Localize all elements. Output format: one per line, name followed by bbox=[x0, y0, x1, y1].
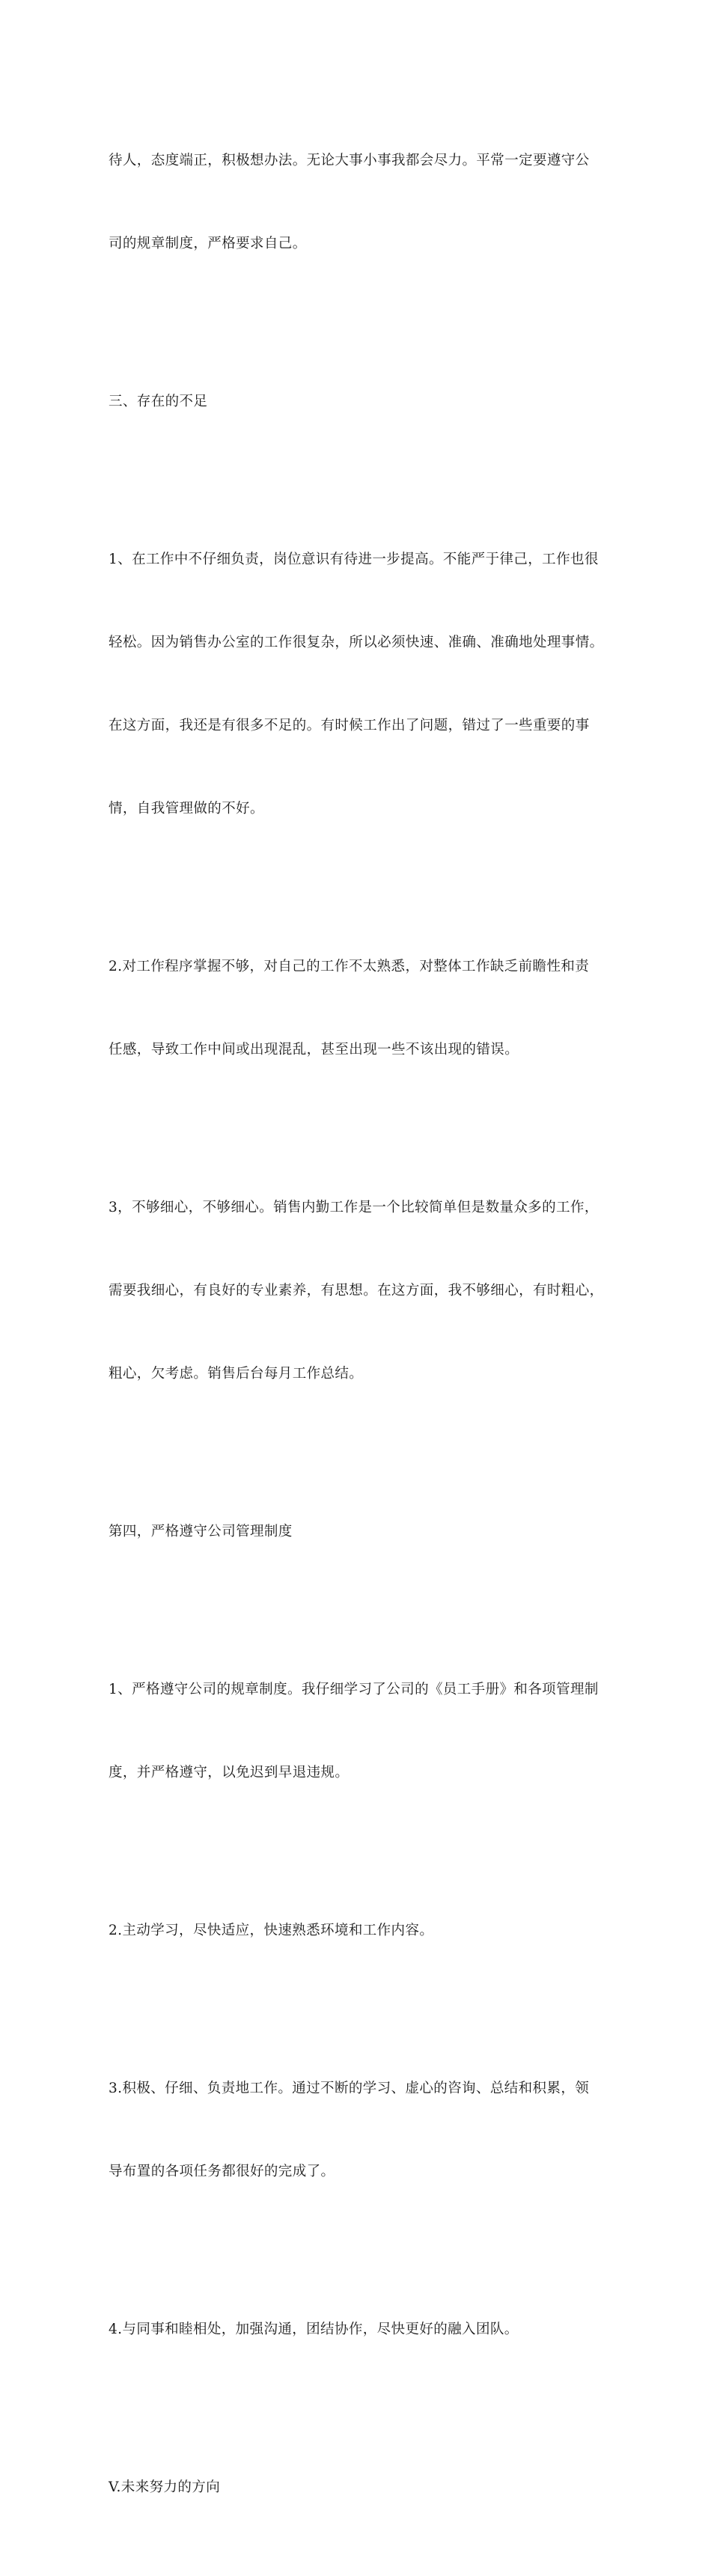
paragraph-attitude-continued bbox=[109, 91, 606, 313]
text-line: 度，并严格遵守，以免迟到早退违规。 bbox=[109, 1765, 350, 1780]
paragraph-shortcoming-2 bbox=[109, 897, 606, 1119]
document-body bbox=[109, 91, 606, 2576]
heading-text: 第四，严格遵守公司管理制度 bbox=[109, 1524, 293, 1539]
paragraph-shortcoming-3 bbox=[109, 1138, 606, 1443]
paragraph-rule-1 bbox=[109, 1620, 606, 1842]
text-line: 3，不够细心，不够细心。销售内勤工作是一个比较简单但是数量众多的工作， bbox=[109, 1200, 599, 1215]
text-line: 导布置的各项任务都很好的完成了。 bbox=[109, 2164, 335, 2179]
paragraph-rule-3 bbox=[109, 2019, 606, 2241]
text-line: 1、严格遵守公司的规章制度。我仔细学习了公司的《员工手册》和各项管理制 bbox=[109, 1682, 599, 1697]
text-line: 待人，态度端正，积极想办法。无论大事小事我都会尽力。平常一定要遵守公 bbox=[109, 153, 590, 168]
text-line: 司的规章制度，严格要求自己。 bbox=[109, 236, 307, 251]
text-line: 3.积极、仔细、负责地工作。通过不断的学习、虚心的咨询、总结和积累，领 bbox=[109, 2081, 590, 2096]
text-line: 2.主动学习，尽快适应，快速熟悉环境和工作内容。 bbox=[109, 1923, 434, 1938]
section-heading-company-rules bbox=[109, 1462, 606, 1601]
heading-text: 三、存在的不足 bbox=[109, 394, 208, 409]
text-line: 情，自我管理做的不好。 bbox=[109, 801, 264, 817]
text-line: 2.对工作程序掌握不够，对自己的工作不太熟悉，对整体工作缺乏前瞻性和责 bbox=[109, 959, 590, 974]
section-heading-shortcomings bbox=[109, 332, 606, 471]
text-line: 4.与同事和睦相处，加强沟通，团结协作，尽快更好的融入团队。 bbox=[109, 2322, 519, 2337]
text-line: 在这方面，我还是有很多不足的。有时候工作出了问题，错过了一些重要的事 bbox=[109, 718, 590, 733]
section-heading-future-direction bbox=[109, 2418, 606, 2557]
paragraph-rule-4 bbox=[109, 2260, 606, 2399]
text-line: 需要我细心，有良好的专业素养，有思想。在这方面，我不够细心，有时粗心， bbox=[109, 1283, 604, 1298]
text-line: 1、在工作中不仔细负责，岗位意识有待进一步提高。不能严于律己，工作也很 bbox=[109, 552, 599, 567]
text-line: 粗心，欠考虑。销售后台每月工作总结。 bbox=[109, 1366, 364, 1382]
text-line: 轻松。因为销售办公室的工作很复杂，所以必须快速、准确、准确地处理事情。 bbox=[109, 635, 604, 650]
heading-text: V.未来努力的方向 bbox=[109, 2479, 221, 2495]
paragraph-rule-2 bbox=[109, 1861, 606, 2000]
paragraph-shortcoming-1 bbox=[109, 490, 606, 878]
text-line: 任感，导致工作中间或出现混乱，甚至出现一些不该出现的错误。 bbox=[109, 1042, 519, 1057]
